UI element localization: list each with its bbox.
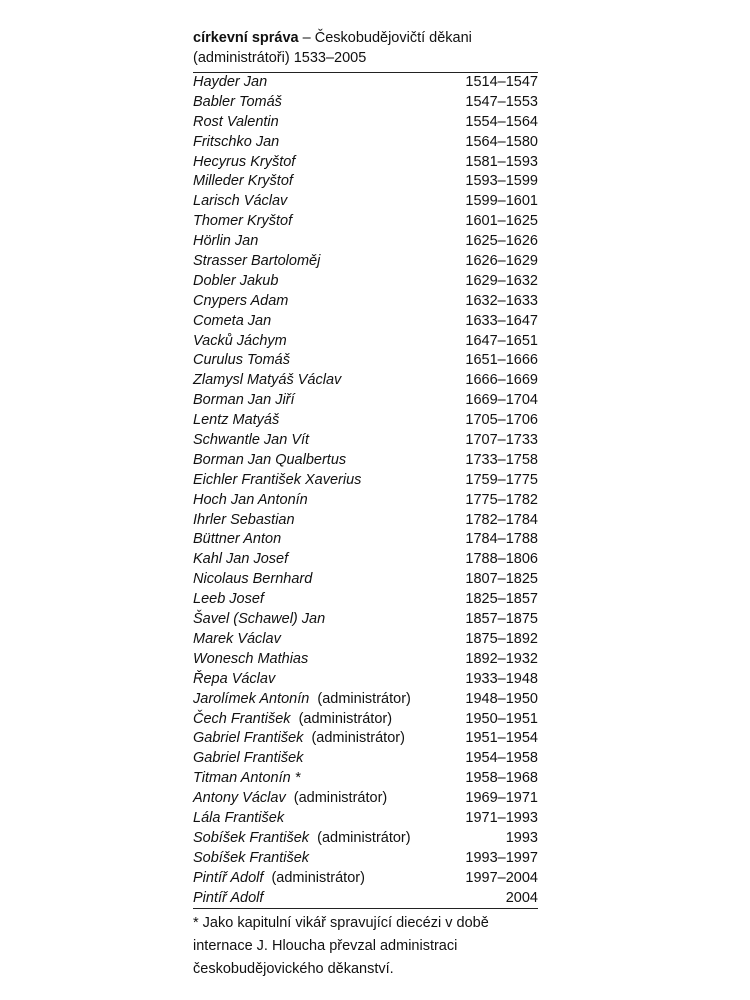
name-cell: [193, 153, 295, 173]
name-cell: [193, 272, 278, 292]
years-cell: 1669–1704: [465, 392, 538, 409]
deans-table: [193, 73, 538, 909]
years-cell: 1564–1580: [465, 133, 538, 150]
dean-name: Gabriel František: [193, 730, 304, 747]
dean-name: Wonesch Mathias: [193, 650, 309, 667]
footnote: [193, 912, 538, 981]
years-cell: 1993–1997: [465, 849, 538, 866]
dean-name: Hoch Jan Antonín: [193, 491, 308, 508]
years-cell: 1581–1593: [465, 153, 538, 170]
dean-name: Cometa Jan: [193, 312, 272, 329]
years-cell: 1857–1875: [465, 611, 538, 628]
years-cell: 1629–1632: [465, 272, 538, 289]
years-cell: 1948–1950: [465, 690, 538, 707]
years-cell: 1554–1564: [465, 113, 538, 130]
name-cell: [193, 411, 279, 431]
dean-name: Hecyrus Kryštof: [193, 153, 296, 170]
name-cell: [193, 869, 365, 889]
name-cell: [193, 232, 258, 252]
table-row: [193, 73, 538, 93]
name-cell: [193, 252, 320, 272]
dean-name: Pintíř Adolf: [193, 869, 264, 886]
name-cell: [193, 133, 279, 153]
name-cell: [193, 769, 300, 789]
table-row: [193, 511, 538, 531]
role-note: (administrátor): [263, 869, 365, 886]
table-row: [193, 212, 538, 232]
years-cell: 1782–1784: [465, 511, 538, 528]
name-cell: [193, 113, 279, 133]
table-row: [193, 351, 538, 371]
dean-name: Borman Jan Jiří: [193, 392, 295, 409]
years-cell: 1632–1633: [465, 292, 538, 309]
footnote-line-2: internace J. Hloucha převzal administraci: [193, 938, 458, 955]
dean-name: Curulus Tomáš: [193, 352, 290, 369]
name-cell: [193, 690, 411, 710]
dean-name: Thomer Kryštof: [193, 213, 293, 230]
name-cell: [193, 789, 387, 809]
name-cell: [193, 590, 264, 610]
table-row: [193, 192, 538, 212]
dean-name: Schwantle Jan Vít: [193, 432, 310, 449]
table-row: [193, 729, 538, 749]
table-row: [193, 491, 538, 511]
dean-name: Fritschko Jan: [193, 133, 280, 150]
table-row: [193, 630, 538, 650]
years-cell: 1892–1932: [465, 650, 538, 667]
heading-line-2: (administrátoři) 1533–2005: [193, 50, 367, 66]
table-row: [193, 272, 538, 292]
years-cell: 1951–1954: [465, 730, 538, 747]
table-row: [193, 749, 538, 769]
years-cell: 1958–1968: [465, 770, 538, 787]
dean-name: Larisch Václav: [193, 193, 288, 210]
dean-name: Kahl Jan Josef: [193, 551, 289, 568]
years-cell: 1633–1647: [465, 312, 538, 329]
dean-name: Babler Tomáš: [193, 93, 282, 110]
table-row: [193, 431, 538, 451]
name-cell: [193, 630, 281, 650]
dean-name: Sobíšek František: [193, 849, 310, 866]
years-cell: 1954–1958: [465, 750, 538, 767]
name-cell: [193, 749, 303, 769]
table-row: [193, 690, 538, 710]
name-cell: [193, 292, 288, 312]
table-row: [193, 391, 538, 411]
role-note: (administrátor): [285, 790, 388, 807]
dean-name: Büttner Anton: [193, 531, 282, 548]
table-row: [193, 252, 538, 272]
heading-line-1: [193, 28, 538, 48]
name-cell: [193, 829, 411, 849]
years-cell: 1733–1758: [465, 451, 538, 468]
heading-bold-text: církevní správa: [193, 30, 299, 46]
name-cell: [193, 570, 312, 590]
table-row: [193, 232, 538, 252]
table-row: [193, 809, 538, 829]
years-cell: 1514–1547: [465, 74, 538, 90]
years-cell: 1775–1782: [465, 491, 538, 508]
dean-name: Ihrler Sebastian: [193, 511, 295, 528]
table-row: [193, 570, 538, 590]
table-row: [193, 610, 538, 630]
dean-name: Pintíř Adolf: [193, 889, 264, 906]
table-row: [193, 789, 538, 809]
years-cell: 1993: [505, 829, 538, 846]
dean-name: Marek Václav: [193, 630, 281, 647]
name-cell: [193, 371, 341, 391]
footnote-line-1: * Jako kapitulní vikář spravující diecézi v době: [193, 915, 489, 932]
table-row: [193, 172, 538, 192]
name-cell: [193, 650, 308, 670]
name-cell: [193, 93, 282, 113]
table-row: [193, 769, 538, 789]
years-cell: 2004: [505, 889, 538, 906]
table-row: [193, 93, 538, 113]
table-row: [193, 292, 538, 312]
years-cell: 1651–1666: [465, 352, 538, 369]
years-cell: 1933–1948: [465, 670, 538, 687]
years-cell: 1788–1806: [465, 551, 538, 568]
dean-name: Čech František: [193, 710, 291, 727]
years-cell: 1807–1825: [465, 571, 538, 588]
dean-name: Eichler František Xaverius: [193, 471, 362, 488]
dean-name: Hayder Jan: [193, 74, 268, 90]
role-note: (administrátor): [303, 730, 405, 747]
table-row: [193, 849, 538, 869]
years-cell: 1705–1706: [465, 412, 538, 429]
name-cell: [193, 212, 292, 232]
name-cell: [193, 192, 287, 212]
years-cell: 1593–1599: [465, 173, 538, 190]
years-cell: 1971–1993: [465, 809, 538, 826]
table-row: [193, 451, 538, 471]
table-row: [193, 153, 538, 173]
deans-list-document: [193, 28, 538, 981]
dean-name: Lentz Matyáš: [193, 412, 280, 429]
dean-name: Titman Antonín *: [193, 770, 301, 787]
table-row: [193, 371, 538, 391]
dean-name: Vacků Jáchym: [193, 332, 287, 349]
years-cell: 1626–1629: [465, 253, 538, 270]
role-note: (administrátor): [309, 829, 411, 846]
table-row: [193, 530, 538, 550]
heading-rest-text: – Českobudějovičtí děkani: [298, 30, 472, 46]
name-cell: [193, 431, 309, 451]
years-cell: 1784–1788: [465, 531, 538, 548]
years-cell: 1547–1553: [465, 93, 538, 110]
dean-name: Antony Václav: [193, 790, 286, 807]
years-cell: 1625–1626: [465, 233, 538, 250]
years-cell: 1997–2004: [465, 869, 538, 886]
name-cell: [193, 670, 275, 690]
years-cell: 1666–1669: [465, 372, 538, 389]
dean-name: Sobíšek František: [193, 829, 310, 846]
dean-name: Dobler Jakub: [193, 272, 279, 289]
table-row: [193, 550, 538, 570]
years-cell: 1969–1971: [465, 790, 538, 807]
name-cell: [193, 172, 293, 192]
role-note: (administrátor): [309, 690, 411, 707]
table-row: [193, 411, 538, 431]
years-cell: 1707–1733: [465, 432, 538, 449]
name-cell: [193, 391, 295, 411]
dean-name: Rost Valentin: [193, 113, 279, 130]
name-cell: [193, 809, 284, 829]
name-cell: [193, 530, 281, 550]
name-cell: [193, 511, 295, 531]
table-row: [193, 889, 538, 909]
name-cell: [193, 73, 267, 93]
dean-name: Milleder Kryštof: [193, 173, 293, 190]
years-cell: 1875–1892: [465, 630, 538, 647]
table-row: [193, 670, 538, 690]
name-cell: [193, 610, 325, 630]
name-cell: [193, 550, 288, 570]
table-row: [193, 113, 538, 133]
dean-name: Nicolaus Bernhard: [193, 571, 313, 588]
table-row: [193, 312, 538, 332]
table-row: [193, 869, 538, 889]
table-row: [193, 710, 538, 730]
table-row: [193, 829, 538, 849]
years-cell: 1647–1651: [465, 332, 538, 349]
years-cell: 1825–1857: [465, 591, 538, 608]
name-cell: [193, 351, 290, 371]
name-cell: [193, 491, 308, 511]
name-cell: [193, 312, 271, 332]
years-cell: 1599–1601: [465, 193, 538, 210]
dean-name: Gabriel František: [193, 750, 304, 767]
table-heading: [193, 28, 538, 73]
dean-name: Šavel (Schawel) Jan: [193, 611, 326, 628]
table-row: [193, 650, 538, 670]
dean-name: Zlamysl Matyáš Václav: [193, 372, 342, 389]
years-cell: 1950–1951: [465, 710, 538, 727]
role-note: (administrátor): [290, 710, 393, 727]
dean-name: Řepa Václav: [193, 670, 276, 687]
years-cell: 1601–1625: [465, 213, 538, 230]
name-cell: [193, 849, 309, 869]
dean-name: Jarolímek Antonín: [193, 690, 310, 707]
dean-name: Borman Jan Qualbertus: [193, 451, 347, 468]
dean-name: Cnypers Adam: [193, 292, 289, 309]
name-cell: [193, 471, 361, 491]
name-cell: [193, 729, 405, 749]
table-row: [193, 590, 538, 610]
table-row: [193, 471, 538, 491]
name-cell: [193, 710, 392, 730]
dean-name: Hörlin Jan: [193, 233, 259, 250]
name-cell: [193, 451, 346, 471]
dean-name: Strasser Bartoloměj: [193, 253, 321, 270]
name-cell: [193, 332, 287, 352]
dean-name: Leeb Josef: [193, 591, 264, 608]
table-row: [193, 332, 538, 352]
dean-name: Lála František: [193, 809, 285, 826]
name-cell: [193, 889, 263, 909]
footnote-line-3: českobudějovického děkanství.: [193, 961, 394, 978]
years-cell: 1759–1775: [465, 471, 538, 488]
table-row: [193, 133, 538, 153]
